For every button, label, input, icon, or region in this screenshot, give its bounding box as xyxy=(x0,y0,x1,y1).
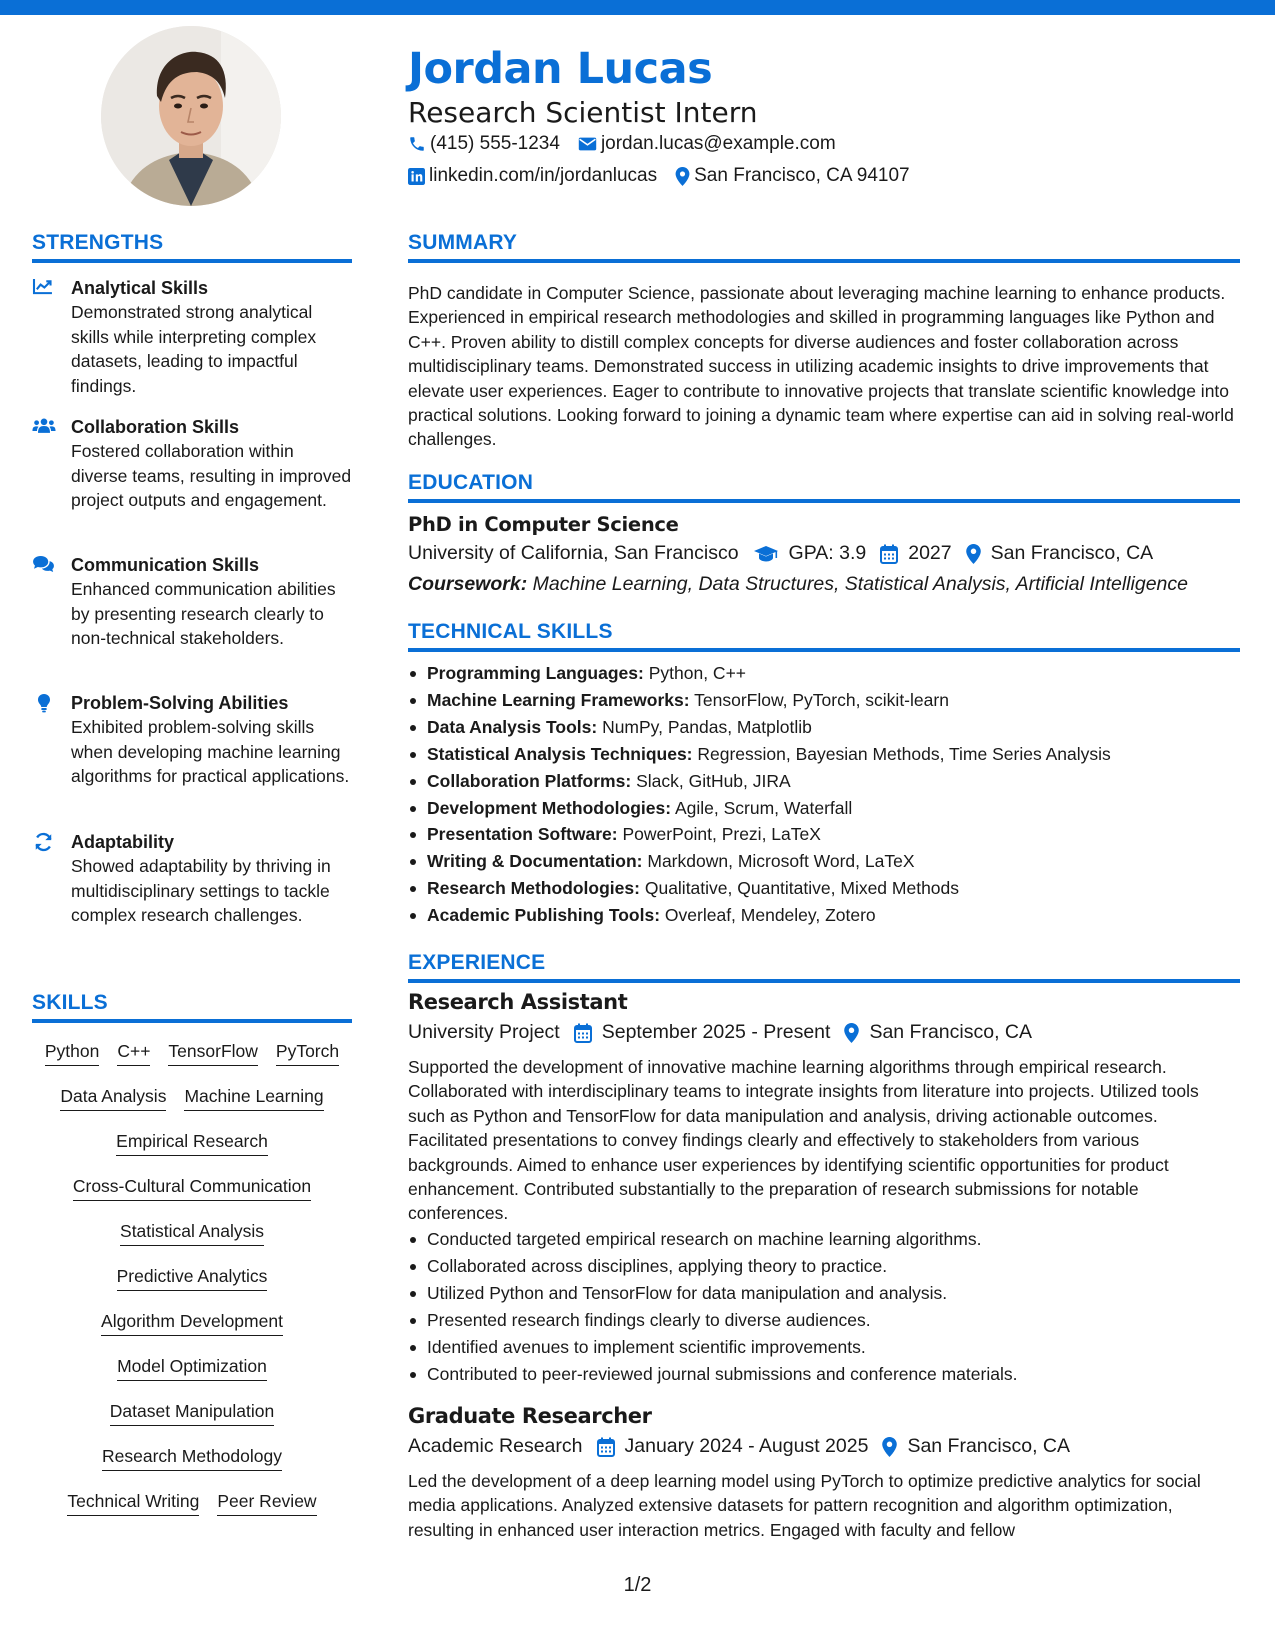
strength-title: Adaptability xyxy=(71,832,175,852)
calendar-icon xyxy=(574,1023,592,1043)
avatar xyxy=(101,26,281,206)
skills-row xyxy=(32,1130,352,1156)
job-location: San Francisco, CA xyxy=(869,1021,1032,1043)
strength-item xyxy=(32,415,352,513)
technical-skills-heading: TECHNICAL SKILLS xyxy=(408,620,613,643)
skills-row xyxy=(32,1490,352,1516)
chart-line-icon xyxy=(32,278,56,298)
envelope-icon xyxy=(578,136,597,152)
email-contact[interactable] xyxy=(578,133,836,155)
skill-tag: Empirical Research xyxy=(116,1130,268,1156)
skill-values: Markdown, Microsoft Word, LaTeX xyxy=(647,851,915,872)
job-location: San Francisco, CA xyxy=(907,1435,1070,1457)
summary-text: PhD candidate in Computer Science, passionate about leveraging machine learning to enhance products. Experienced in empirical research methodologies and skilled in programming languages like Python and C++. Proven ability to distill complex concepts for diverse audiences and foster collaboration across multidisciplinary teams. Demonstrated success in utilizing academic insights to drive improvements that elevate user experiences. Eager to contribute to innovative projects that translate scientific knowledge into practical solutions. Looking forward to joining a dynamic team where expertise can aid in solving real-world challenges. xyxy=(408,283,1234,450)
skill-values: TensorFlow, PyTorch, scikit-learn xyxy=(694,689,949,710)
technical-skills-list xyxy=(408,660,1240,929)
job-description: Supported the development of innovative machine learning algorithms through empirical research. Collaborated with interdisciplinary teams to integrate insights from literature into projects. Utilized tools such as Python and TensorFlow for data manipulation and analysis, driving actionable outcomes. Facilitated presentations to convey findings clearly and effectively to stakeholders from various backgrounds. Aimed to enhance user experiences by identifying scientific opportunities for product enhancement. Contributed substantially to the preparation of research submissions for notable conferences. xyxy=(408,1057,1199,1224)
sync-icon xyxy=(32,832,56,852)
skills-row xyxy=(32,1040,352,1066)
education-rule xyxy=(408,499,1240,503)
skills-row xyxy=(32,1220,352,1246)
comments-icon xyxy=(32,555,56,575)
location-text: San Francisco, CA 94107 xyxy=(694,165,910,186)
list-item xyxy=(408,687,1240,714)
strength-desc: Enhanced communication abilities by presenting research clearly to non-technical stakeholders. xyxy=(71,579,336,648)
skill-values: Qualitative, Quantitative, Mixed Methods xyxy=(644,878,960,899)
skill-category: Presentation Software: xyxy=(427,824,618,845)
skill-values: PowerPoint, Prezi, LaTeX xyxy=(622,824,821,845)
list-item xyxy=(408,741,1240,768)
map-pin-icon xyxy=(675,167,690,186)
skill-category: Academic Publishing Tools: xyxy=(427,905,661,926)
linkedin-icon xyxy=(408,168,425,185)
skill-category: Programming Languages: xyxy=(427,663,644,683)
location-contact xyxy=(675,165,909,187)
skill-tag: Machine Learning xyxy=(184,1085,323,1111)
skill-values: Python, C++ xyxy=(648,663,747,683)
skill-category: Machine Learning Frameworks: xyxy=(427,689,690,710)
skills-heading: SKILLS xyxy=(32,991,108,1014)
education-school: University of California, San Francisco xyxy=(408,542,739,564)
skills-row xyxy=(32,1400,352,1426)
contact-row-1 xyxy=(408,133,854,155)
technical-skills-rule xyxy=(408,648,1240,652)
strengths-heading: STRENGTHS xyxy=(32,231,164,254)
calendar-icon xyxy=(880,544,898,564)
phone-icon xyxy=(408,135,426,153)
skills-row xyxy=(32,1310,352,1336)
map-pin-icon xyxy=(844,1023,859,1043)
job-meta xyxy=(408,1021,1046,1044)
experience-heading: EXPERIENCE xyxy=(408,951,546,974)
education-location: San Francisco, CA xyxy=(990,542,1154,564)
list-item xyxy=(408,902,1240,929)
list-item: Presented research findings clearly to diverse audiences. xyxy=(408,1307,1240,1334)
coursework-list: Machine Learning, Data Structures, Statistical Analysis, Artificial Intelligence xyxy=(532,573,1188,595)
education-gpa: GPA: 3.9 xyxy=(788,542,867,564)
education-meta xyxy=(408,542,1167,565)
list-item xyxy=(408,714,1240,741)
candidate-title: Research Scientist Intern xyxy=(408,96,758,129)
summary-heading: SUMMARY xyxy=(408,231,518,254)
strength-item xyxy=(32,691,352,789)
skill-tag: Dataset Manipulation xyxy=(110,1400,274,1426)
page-number: 1/2 xyxy=(623,1574,652,1596)
linkedin-contact[interactable] xyxy=(408,165,657,187)
skill-category: Data Analysis Tools: xyxy=(427,716,598,737)
skill-category: Collaboration Platforms: xyxy=(427,770,632,791)
job-title: Research Assistant xyxy=(408,990,628,1014)
job-dates: January 2024 - August 2025 xyxy=(624,1435,869,1457)
skill-values: Regression, Bayesian Methods, Time Series Analysis xyxy=(697,743,1111,764)
education-year: 2027 xyxy=(908,542,952,564)
job-dates: September 2025 - Present xyxy=(601,1021,831,1043)
strength-title: Problem-Solving Abilities xyxy=(71,693,289,713)
education-degree: PhD in Computer Science xyxy=(408,513,679,536)
list-item xyxy=(408,660,1240,687)
strength-desc: Demonstrated strong analytical skills while interpreting complex datasets, leading to impactful findings. xyxy=(71,302,317,396)
skill-category: Development Methodologies: xyxy=(427,797,672,818)
skill-tag: Data Analysis xyxy=(60,1085,166,1111)
skill-tag: Statistical Analysis xyxy=(120,1220,264,1246)
skills-row xyxy=(32,1355,352,1381)
skill-tag: Model Optimization xyxy=(117,1355,267,1381)
job-meta xyxy=(408,1435,1084,1458)
skill-tag: Research Methodology xyxy=(102,1445,282,1471)
contact-row-2 xyxy=(408,165,928,187)
skill-tag: PyTorch xyxy=(276,1040,339,1066)
strength-title: Collaboration Skills xyxy=(71,417,240,437)
skill-category: Statistical Analysis Techniques: xyxy=(427,743,693,764)
job-org: University Project xyxy=(408,1021,560,1043)
users-icon xyxy=(32,417,56,437)
strength-title: Communication Skills xyxy=(71,555,260,575)
phone-contact[interactable] xyxy=(408,133,560,155)
skill-values: NumPy, Pandas, Matplotlib xyxy=(602,716,812,737)
skill-values: Overleaf, Mendeley, Zotero xyxy=(664,905,876,926)
top-accent-bar xyxy=(0,0,1275,15)
strength-desc: Fostered collaboration within diverse teams, resulting in improved project outputs and engagement. xyxy=(71,441,352,510)
email-text: jordan.lucas@example.com xyxy=(600,133,836,154)
list-item: Identified avenues to implement scientific improvements. xyxy=(408,1334,1240,1361)
coursework-label: Coursework: xyxy=(408,573,528,595)
strength-item xyxy=(32,553,352,651)
job-description: Led the development of a deep learning model using PyTorch to optimize predictive analytics for social media applications. Analyzed extensive datasets for pattern recognition and algorithm optimization, resulting in enhanced user interaction metrics. Engaged with faculty and fellow xyxy=(408,1471,1201,1540)
linkedin-text: linkedin.com/in/jordanlucas xyxy=(429,165,658,186)
job-bullets xyxy=(408,1226,1240,1387)
experience-rule xyxy=(408,979,1240,983)
skill-tag: Technical Writing xyxy=(67,1490,199,1516)
job-title: Graduate Researcher xyxy=(408,1404,652,1428)
list-item: Utilized Python and TensorFlow for data manipulation and analysis. xyxy=(408,1280,1240,1307)
summary-rule xyxy=(408,259,1240,263)
education-heading: EDUCATION xyxy=(408,471,534,494)
strength-item xyxy=(32,276,352,398)
list-item xyxy=(408,795,1240,822)
skill-tag: Cross-Cultural Communication xyxy=(73,1175,311,1201)
list-item xyxy=(408,875,1240,902)
map-pin-icon xyxy=(882,1437,897,1457)
candidate-name: Jordan Lucas xyxy=(408,44,713,94)
skills-row xyxy=(32,1445,352,1471)
strength-title: Analytical Skills xyxy=(71,278,209,298)
strength-desc: Exhibited problem-solving skills when developing machine learning algorithms for practical applications. xyxy=(71,717,350,786)
skill-values: Slack, GitHub, JIRA xyxy=(636,770,791,791)
skill-tag: TensorFlow xyxy=(168,1040,257,1066)
strengths-rule xyxy=(32,259,352,263)
skill-tag: Peer Review xyxy=(217,1490,316,1516)
phone-text: (415) 555-1234 xyxy=(430,133,560,154)
skill-tag: Predictive Analytics xyxy=(117,1265,268,1291)
skill-tag: Algorithm Development xyxy=(101,1310,283,1336)
strength-desc: Showed adaptability by thriving in multidisciplinary settings to tackle complex research challenges. xyxy=(71,856,331,925)
list-item: Collaborated across disciplines, applying theory to practice. xyxy=(408,1253,1240,1280)
list-item xyxy=(408,821,1240,848)
lightbulb-icon xyxy=(32,693,56,713)
skill-tag: Python xyxy=(45,1040,99,1066)
list-item xyxy=(408,768,1240,795)
map-pin-icon xyxy=(966,544,981,564)
skills-rule xyxy=(32,1019,352,1023)
list-item xyxy=(408,848,1240,875)
skill-values: Agile, Scrum, Waterfall xyxy=(674,797,853,818)
calendar-icon xyxy=(597,1437,615,1457)
skills-row xyxy=(32,1085,352,1111)
skills-row xyxy=(32,1265,352,1291)
list-item: Contributed to peer-reviewed journal submissions and conference materials. xyxy=(408,1361,1240,1388)
strength-item xyxy=(32,830,352,928)
list-item: Conducted targeted empirical research on machine learning algorithms. xyxy=(408,1226,1240,1253)
education-coursework xyxy=(408,573,1188,596)
skill-tag: C++ xyxy=(117,1040,150,1066)
skill-category: Writing & Documentation: xyxy=(427,851,643,872)
graduation-cap-icon xyxy=(753,545,779,563)
job-org: Academic Research xyxy=(408,1435,583,1457)
skill-category: Research Methodologies: xyxy=(427,878,640,899)
skills-row xyxy=(32,1175,352,1201)
